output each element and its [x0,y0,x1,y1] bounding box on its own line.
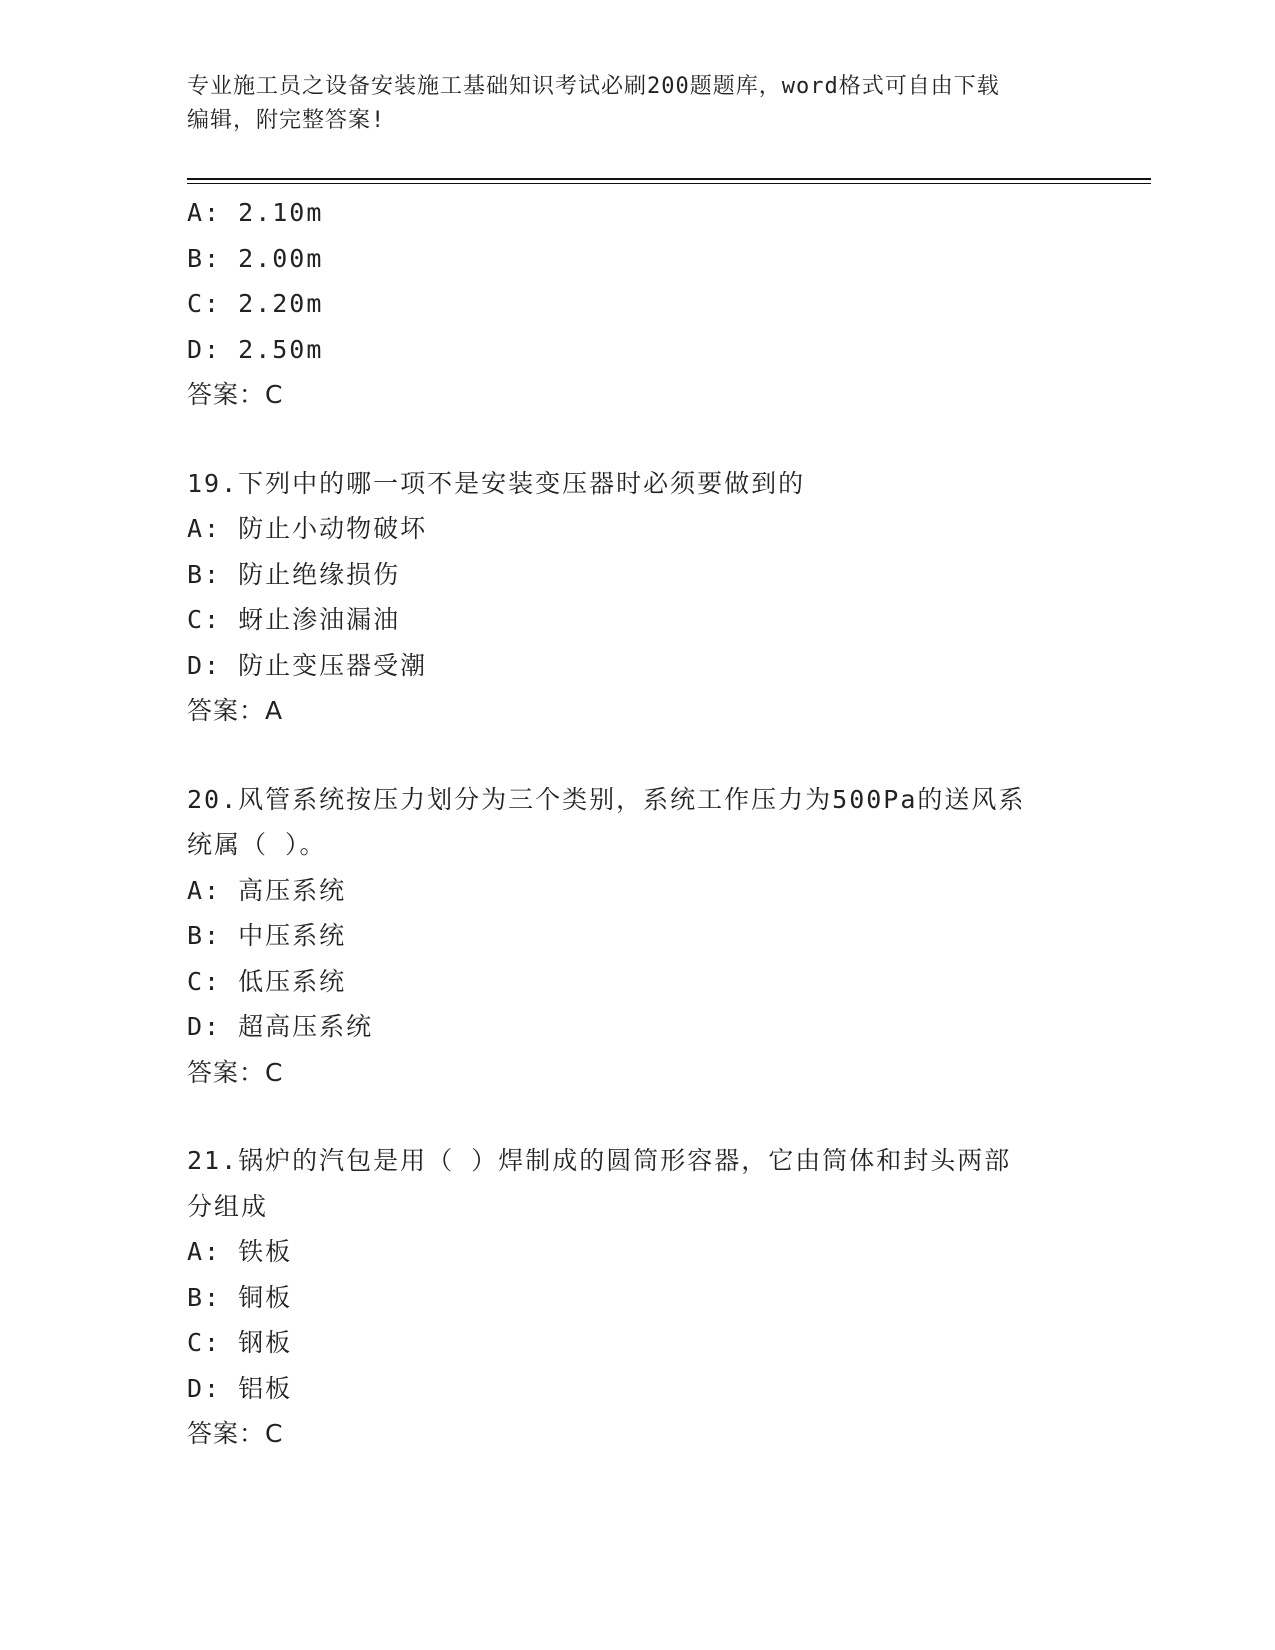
spacer [187,734,1087,777]
option-c: C: 低压系统 [187,966,347,996]
question-block-21 [187,1138,1087,1457]
option-b: B: 中压系统 [187,921,347,950]
spacer [187,418,1087,461]
question-block-18 [187,190,1087,418]
question-content [187,190,1087,1457]
answer-line: 答案：C [187,1419,284,1448]
option-a: A: 2.10m [187,198,324,227]
option-c: C: 蚜止渗油漏油 [187,605,401,634]
question-text-line-1: 21.锅炉的汽包是用（ ）焊制成的圆筒形容器，它由筒体和封头两部 [187,1146,1012,1175]
question-text-line-1: 20.风管系统按压力划分为三个类别，系统工作压力为500Pa的送风系 [187,784,1026,814]
option-b: B: 2.00m [187,243,324,273]
question-text-line-2: 分组成 [187,1191,269,1221]
option-d: D: 防止变压器受潮 [187,650,428,680]
question-block-20 [187,777,1087,1096]
question-text-line-2: 统属（ ）。 [187,830,327,859]
option-b: B: 防止绝缘损伤 [187,559,401,589]
option-d: D: 超高压系统 [187,1012,374,1041]
option-d: D: 铝板 [187,1373,293,1403]
option-c: C: 钢板 [187,1328,293,1357]
header-title-line-1: 专业施工员之设备安装施工基础知识考试必刷200题题库，word格式可自由下载 [187,74,1000,99]
answer-line: 答案：C [187,380,284,409]
header-divider-thick [187,178,1151,180]
option-a: A: 高压系统 [187,875,347,905]
spacer [187,1095,1087,1138]
header-divider-thin [187,183,1151,184]
option-b: B: 铜板 [187,1282,293,1312]
answer-line: 答案：A [187,696,284,725]
option-d: D: 2.50m [187,334,324,364]
header-title-line-2: 编辑，附完整答案! [187,108,386,133]
option-c: C: 2.20m [187,289,324,318]
question-text: 19.下列中的哪一项不是安装变压器时必须要做到的 [187,468,806,498]
question-block-19 [187,461,1087,734]
option-a: A: 铁板 [187,1237,293,1266]
answer-line: 答案：C [187,1057,284,1087]
option-a: A: 防止小动物破坏 [187,514,428,543]
document-header [187,70,1067,138]
